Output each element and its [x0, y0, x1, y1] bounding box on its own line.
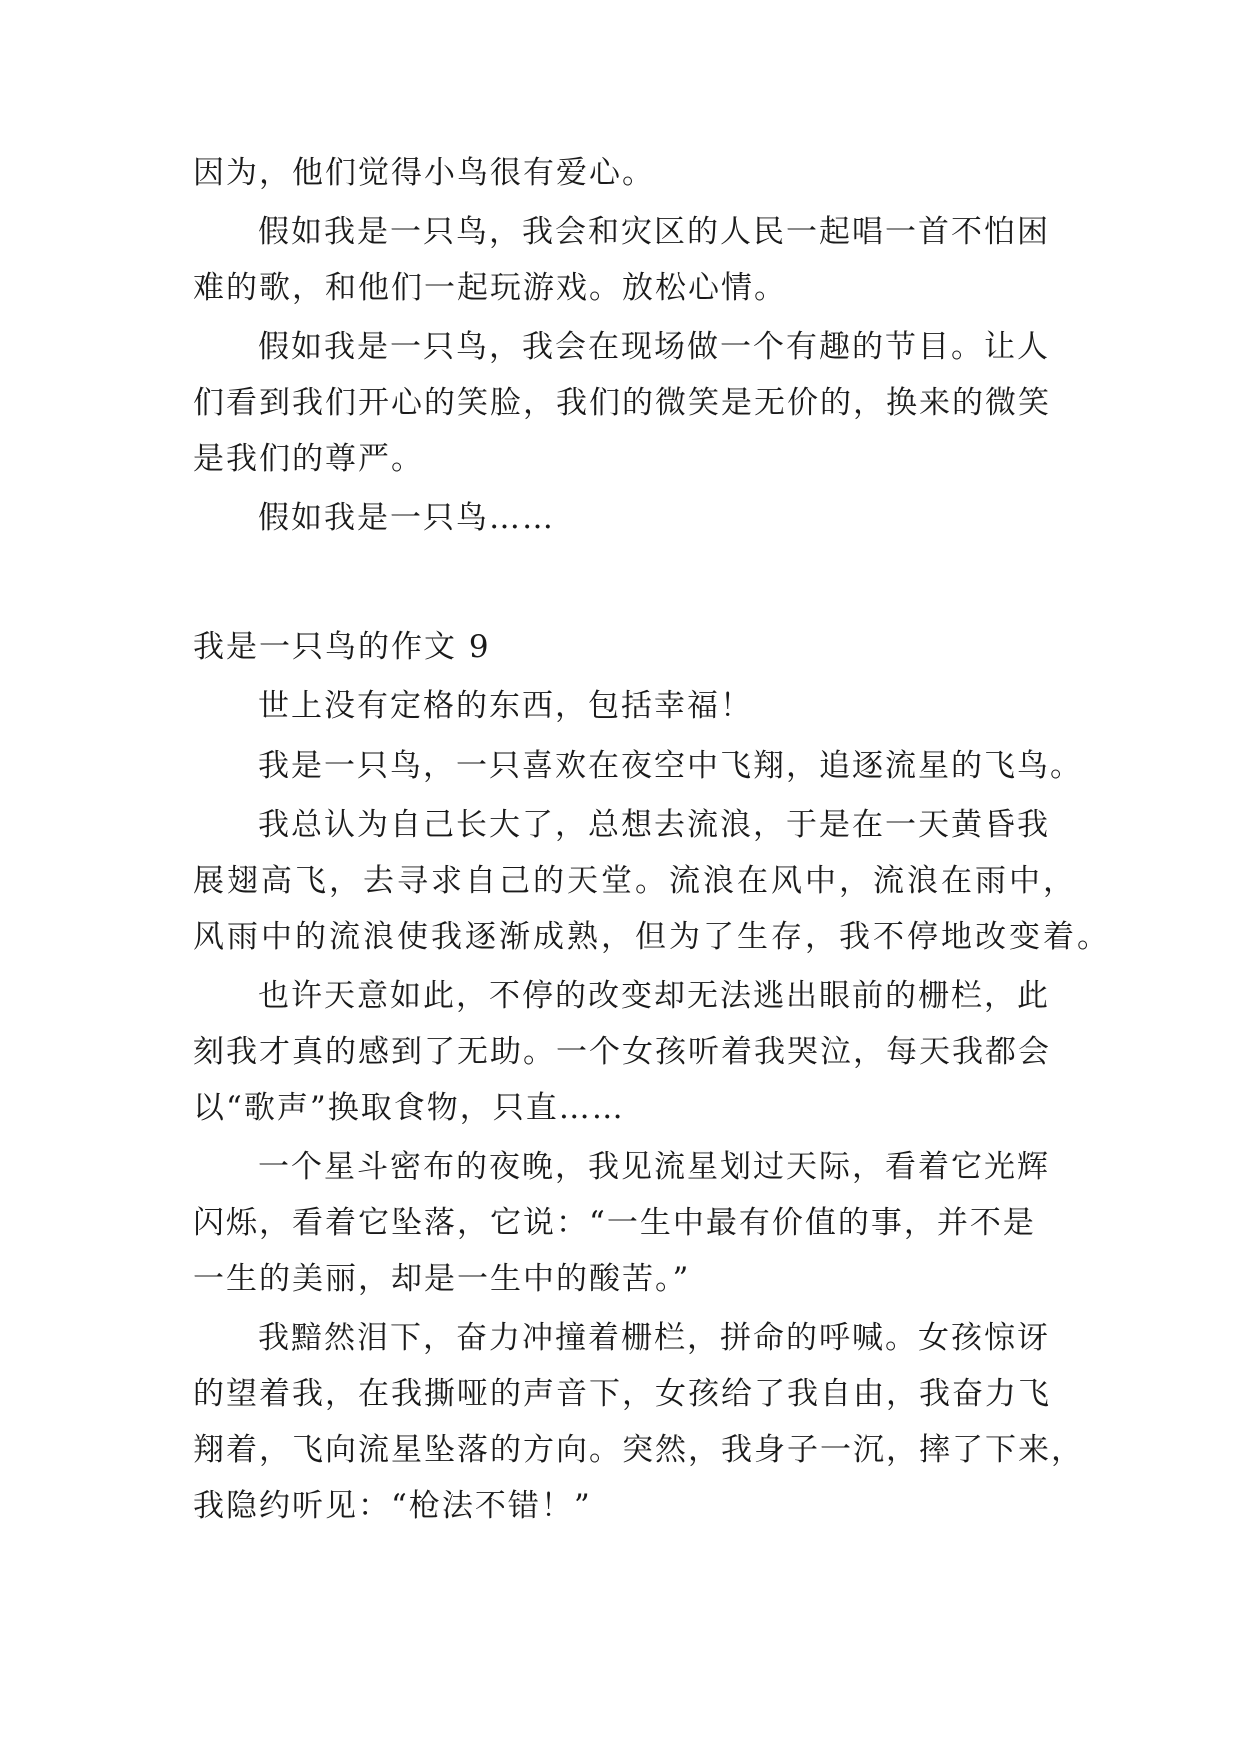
paragraph-line: 风雨中的流浪使我逐渐成熟，但为了生存，我不停地改变着。: [193, 919, 1111, 955]
paragraph-line: 展翅高飞，去寻求自己的天堂。流浪在风中，流浪在雨中，: [193, 863, 1077, 899]
paragraph-line: 假如我是一只鸟，我会和灾区的人民一起唱一首不怕困: [258, 214, 1050, 250]
paragraph-line: 假如我是一只鸟，我会在现场做一个有趣的节目。让人: [258, 329, 1050, 365]
paragraph-line: 翔着，飞向流星坠落的方向。突然，我身子一沉，摔了下来，: [193, 1432, 1084, 1468]
paragraph-line: 因为，他们觉得小鸟很有爱心。: [193, 155, 655, 191]
paragraph-line: 一个星斗密布的夜晚，我见流星划过天际，看着它光辉: [258, 1149, 1050, 1185]
paragraph-line: 我隐约听见：“枪法不错！”: [193, 1488, 592, 1524]
paragraph-line: 我黯然泪下，奋力冲撞着栅栏，拼命的呼喊。女孩惊讶: [258, 1320, 1050, 1356]
paragraph-line: 的望着我，在我撕哑的声音下，女孩给了我自由，我奋力飞: [193, 1376, 1051, 1412]
paragraph-line: 我总认为自己长大了，总想去流浪，于是在一天黄昏我: [258, 807, 1050, 843]
section-title: 我是一只鸟的作文 9: [193, 629, 491, 665]
paragraph-line: 闪烁，看着它坠落，它说：“一生中最有价值的事，并不是: [193, 1205, 1036, 1241]
paragraph-line: 是我们的尊严。: [193, 441, 424, 477]
paragraph-line: 以“歌声”换取食物，只直……: [193, 1090, 625, 1126]
paragraph-line: 们看到我们开心的笑脸，我们的微笑是无价的，换来的微笑: [193, 385, 1051, 421]
paragraph-line: 世上没有定格的东西，包括幸福！: [258, 688, 753, 724]
paragraph-line: 刻我才真的感到了无助。一个女孩听着我哭泣，每天我都会: [193, 1034, 1051, 1070]
paragraph-line: 我是一只鸟，一只喜欢在夜空中飞翔，追逐流星的飞鸟。: [258, 748, 1083, 784]
paragraph-line: 难的歌，和他们一起玩游戏。放松心情。: [193, 270, 787, 306]
paragraph-line: 也许天意如此，不停的改变却无法逃出眼前的栅栏，此: [258, 978, 1050, 1014]
paragraph-line: 一生的美丽，却是一生中的酸苦。”: [193, 1261, 691, 1297]
paragraph-line: 假如我是一只鸟……: [258, 500, 555, 536]
